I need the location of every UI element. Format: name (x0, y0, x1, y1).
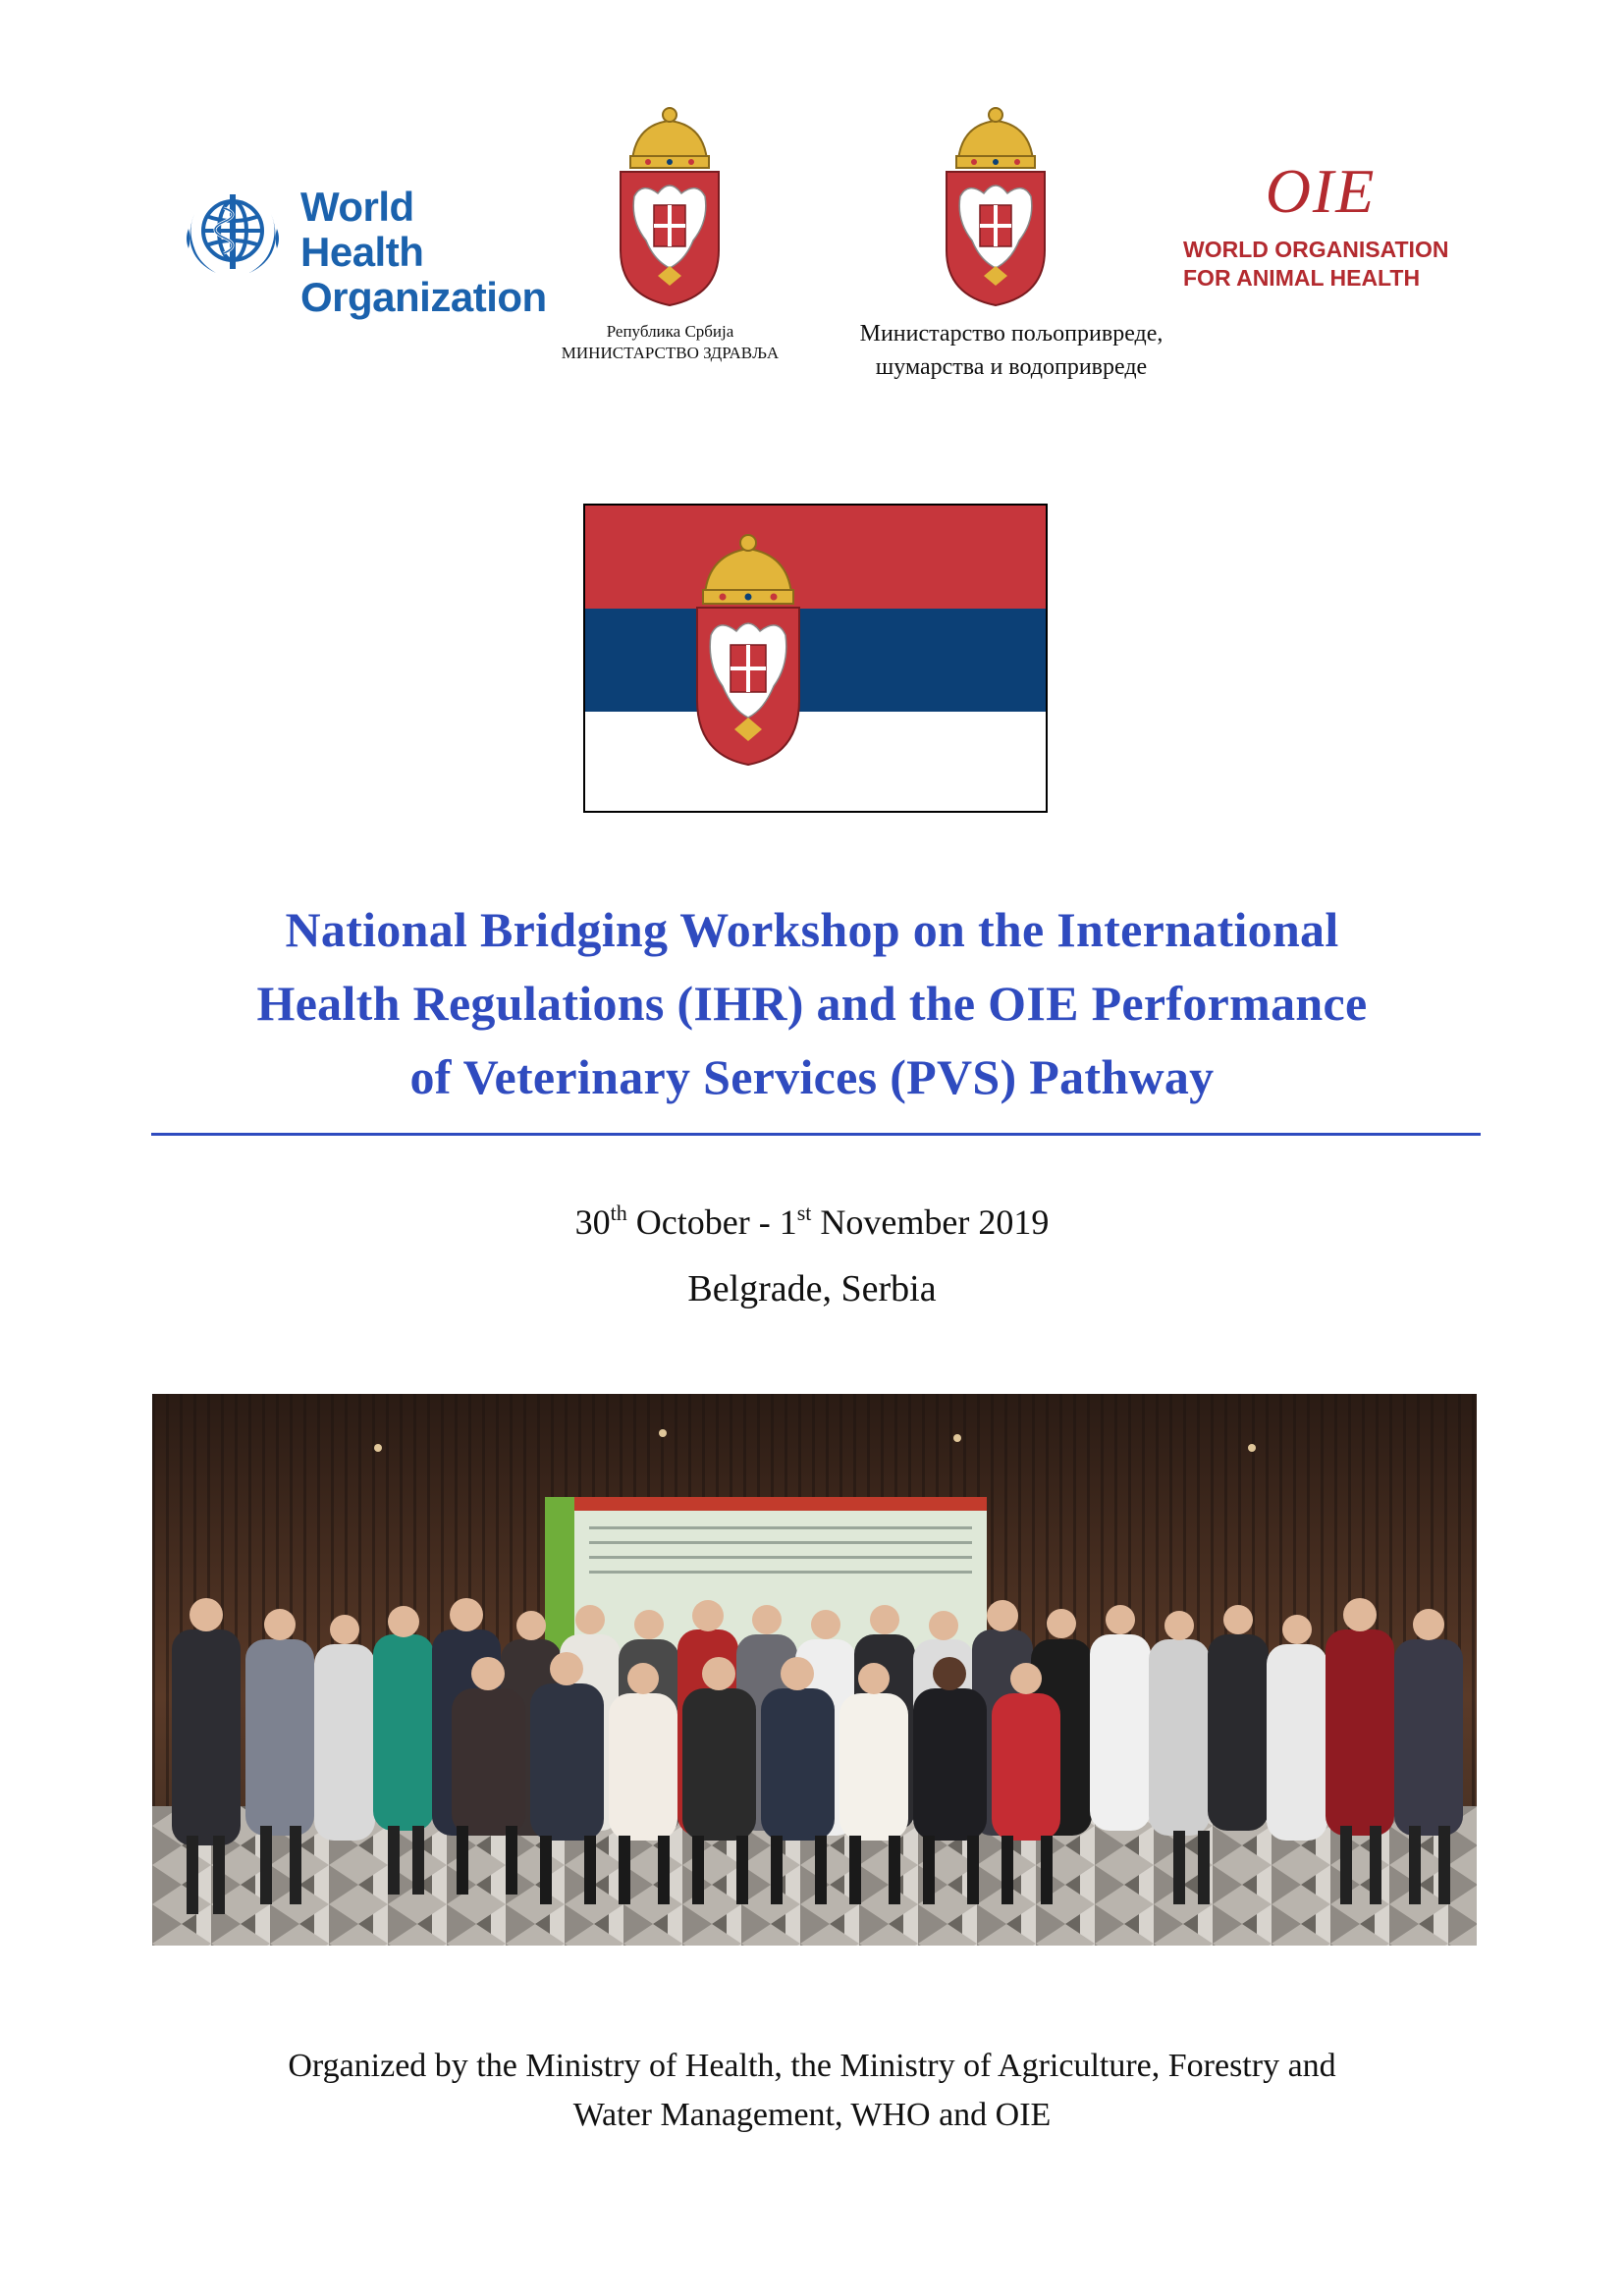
oie-logo (1183, 157, 1458, 304)
group-photo (152, 1394, 1477, 1946)
ministry-of-agriculture-caption (825, 317, 1198, 384)
title-line3: of Veterinary Services (PVS) Pathway (409, 1049, 1215, 1104)
ministry-of-health-caption (550, 321, 790, 364)
oie-name-line1: WORLD ORGANISATION (1183, 237, 1449, 262)
moa-caption-line1: Министарство пољопривреде, (859, 321, 1164, 347)
serbian-flag (583, 504, 1048, 813)
title-line1: National Bridging Workshop on the International (285, 902, 1339, 957)
event-location: Belgrade, Serbia (687, 1268, 937, 1309)
who-emblem-icon (175, 175, 291, 288)
oie-name (1183, 236, 1458, 293)
serbian-coat-of-arms-icon (615, 103, 725, 309)
organizer-statement (147, 2042, 1477, 2140)
oie-name-line2: FOR ANIMAL HEALTH (1183, 265, 1421, 291)
ministry-of-health-logo (550, 103, 790, 378)
start-month: October - (626, 1202, 780, 1242)
title-line2: Health Regulations (IHR) and the OIE Performance (256, 976, 1368, 1031)
organizer-line2: Water Management, WHO and OIE (572, 2097, 1052, 2133)
oie-mark: OIE (1265, 156, 1377, 226)
group-photo-image (152, 1394, 1477, 1946)
who-logo (175, 175, 547, 320)
moh-caption-line2: МИНИСТАРСТВО ЗДРАВЉА (561, 344, 780, 362)
serbian-coat-of-arms-icon (941, 103, 1051, 309)
who-wordmark (300, 185, 547, 320)
flag-coat-of-arms-icon (693, 533, 803, 778)
end-month-year: November 2019 (811, 1202, 1050, 1242)
page-title (147, 893, 1477, 1114)
flag-red-stripe (585, 506, 1046, 609)
ministry-of-agriculture-logo (825, 103, 1198, 388)
flag-white-stripe (585, 712, 1046, 813)
organizer-line1: Organized by the Ministry of Health, the Ministry of Agriculture, Forestry and (288, 2048, 1336, 2084)
who-name-line2: Organization (300, 274, 547, 320)
moa-caption-line2: шумарства и водопривреде (875, 354, 1148, 380)
flag-blue-stripe (585, 609, 1046, 712)
title-divider (151, 1133, 1481, 1136)
end-day: 1 (779, 1202, 797, 1242)
who-name-line1: World Health (300, 184, 424, 275)
moh-caption-line1: Република Србија (606, 322, 734, 341)
end-day-suffix: st (796, 1201, 812, 1225)
event-dates (147, 1201, 1477, 1244)
start-day-suffix: th (610, 1201, 627, 1225)
start-day: 30 (574, 1202, 611, 1242)
